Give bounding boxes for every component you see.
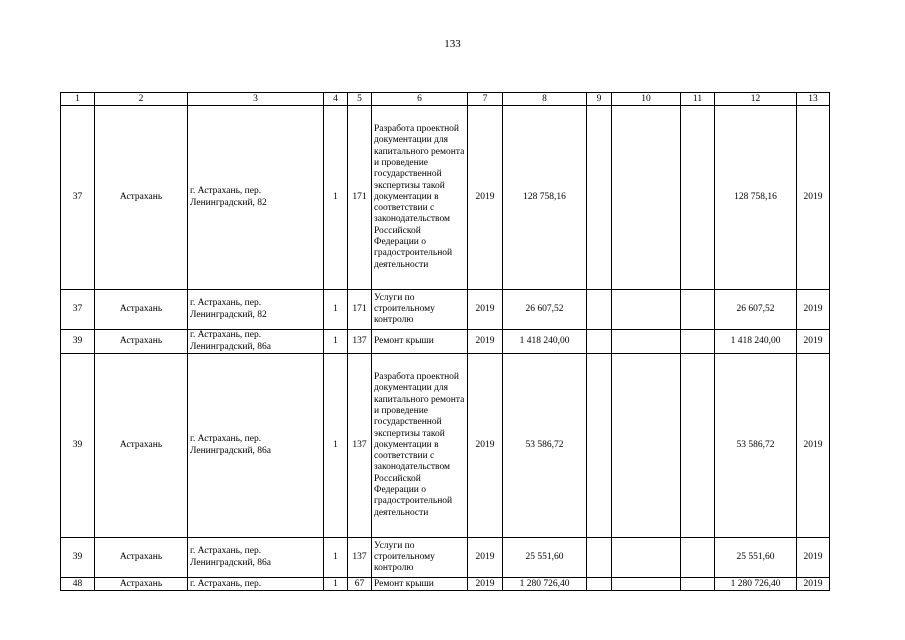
cell-col4: 1 bbox=[324, 538, 348, 578]
header-row bbox=[61, 93, 830, 106]
works-table bbox=[60, 92, 830, 591]
cell-work-type: Услуги по строительному контролю bbox=[372, 538, 468, 578]
cell-end-year: 2019 bbox=[797, 578, 830, 591]
cell-col9 bbox=[587, 106, 612, 290]
cell-end-year: 2019 bbox=[797, 290, 830, 330]
cell-address: г. Астрахань, пер. Ленинградский, 82 bbox=[188, 106, 324, 290]
cell-work-type: Ремонт крыши bbox=[372, 578, 468, 591]
cell-year: 2019 bbox=[468, 354, 503, 538]
cell-col5: 137 bbox=[348, 354, 372, 538]
cell-work-type: Разработа проектной документации для капитального ремонта и проведение государственной экспертизы такой документации в соответствии с законодательством Российской Федерации о градостроительной деятельности bbox=[372, 106, 468, 290]
col-header: 11 bbox=[681, 93, 715, 106]
cell-col11 bbox=[681, 330, 715, 354]
cell-col9 bbox=[587, 538, 612, 578]
cell-col5: 67 bbox=[348, 578, 372, 591]
col-header: 6 bbox=[372, 93, 468, 106]
cell-col5: 137 bbox=[348, 538, 372, 578]
cell-city: Астрахань bbox=[95, 290, 188, 330]
table-row bbox=[61, 578, 830, 591]
cell-row-number: 39 bbox=[61, 330, 95, 354]
cell-col9 bbox=[587, 290, 612, 330]
cell-total: 1 280 726,40 bbox=[715, 578, 797, 591]
cell-col10 bbox=[612, 578, 681, 591]
cell-amount: 26 607,52 bbox=[503, 290, 587, 330]
table-row bbox=[61, 538, 830, 578]
table-row bbox=[61, 290, 830, 330]
cell-col10 bbox=[612, 106, 681, 290]
cell-city: Астрахань bbox=[95, 330, 188, 354]
cell-col11 bbox=[681, 578, 715, 591]
table-row bbox=[61, 354, 830, 538]
cell-col4: 1 bbox=[324, 330, 348, 354]
col-header: 12 bbox=[715, 93, 797, 106]
cell-col10 bbox=[612, 354, 681, 538]
cell-col10 bbox=[612, 290, 681, 330]
cell-col10 bbox=[612, 330, 681, 354]
cell-col10 bbox=[612, 538, 681, 578]
cell-row-number: 48 bbox=[61, 578, 95, 591]
cell-end-year: 2019 bbox=[797, 106, 830, 290]
cell-amount: 128 758,16 bbox=[503, 106, 587, 290]
cell-end-year: 2019 bbox=[797, 330, 830, 354]
col-header: 5 bbox=[348, 93, 372, 106]
col-header: 9 bbox=[587, 93, 612, 106]
cell-col11 bbox=[681, 290, 715, 330]
cell-city: Астрахань bbox=[95, 578, 188, 591]
cell-col11 bbox=[681, 538, 715, 578]
cell-col4: 1 bbox=[324, 290, 348, 330]
cell-city: Астрахань bbox=[95, 106, 188, 290]
cell-row-number: 39 bbox=[61, 354, 95, 538]
cell-year: 2019 bbox=[468, 578, 503, 591]
page-number: 133 bbox=[444, 38, 461, 50]
col-header: 8 bbox=[503, 93, 587, 106]
col-header: 2 bbox=[95, 93, 188, 106]
cell-total: 53 586,72 bbox=[715, 354, 797, 538]
cell-total: 26 607,52 bbox=[715, 290, 797, 330]
cell-address: г. Астрахань, пер. Ленинградский, 82 bbox=[188, 290, 324, 330]
cell-end-year: 2019 bbox=[797, 354, 830, 538]
cell-col9 bbox=[587, 578, 612, 591]
cell-work-type: Разработа проектной документации для капитального ремонта и проведение государственной экспертизы такой документации в соответствии с законодательством Российской Федерации о градостроительной деятельности bbox=[372, 354, 468, 538]
cell-year: 2019 bbox=[468, 290, 503, 330]
col-header: 7 bbox=[468, 93, 503, 106]
cell-col4: 1 bbox=[324, 578, 348, 591]
cell-address: г. Астрахань, пер. Ленинградский, 86а bbox=[188, 538, 324, 578]
cell-col5: 137 bbox=[348, 330, 372, 354]
cell-row-number: 37 bbox=[61, 290, 95, 330]
cell-col9 bbox=[587, 354, 612, 538]
cell-year: 2019 bbox=[468, 330, 503, 354]
cell-row-number: 39 bbox=[61, 538, 95, 578]
col-header: 4 bbox=[324, 93, 348, 106]
cell-work-type: Ремонт крыши bbox=[372, 330, 468, 354]
col-header: 13 bbox=[797, 93, 830, 106]
cell-col5: 171 bbox=[348, 290, 372, 330]
cell-amount: 53 586,72 bbox=[503, 354, 587, 538]
cell-city: Астрахань bbox=[95, 354, 188, 538]
col-header: 1 bbox=[61, 93, 95, 106]
cell-row-number: 37 bbox=[61, 106, 95, 290]
cell-amount: 1 280 726,40 bbox=[503, 578, 587, 591]
cell-year: 2019 bbox=[468, 538, 503, 578]
cell-amount: 1 418 240,00 bbox=[503, 330, 587, 354]
cell-year: 2019 bbox=[468, 106, 503, 290]
cell-col5: 171 bbox=[348, 106, 372, 290]
cell-city: Астрахань bbox=[95, 538, 188, 578]
cell-col11 bbox=[681, 106, 715, 290]
cell-col9 bbox=[587, 330, 612, 354]
cell-col4: 1 bbox=[324, 354, 348, 538]
cell-amount: 25 551,60 bbox=[503, 538, 587, 578]
col-header: 10 bbox=[612, 93, 681, 106]
cell-col4: 1 bbox=[324, 106, 348, 290]
col-header: 3 bbox=[188, 93, 324, 106]
table-row bbox=[61, 330, 830, 354]
cell-total: 1 418 240,00 bbox=[715, 330, 797, 354]
cell-address: г. Астрахань, пер. bbox=[188, 578, 324, 591]
cell-address: г. Астрахань, пер. Ленинградский, 86а bbox=[188, 354, 324, 538]
cell-work-type: Услуги по строительному контролю bbox=[372, 290, 468, 330]
cell-col11 bbox=[681, 354, 715, 538]
cell-total: 25 551,60 bbox=[715, 538, 797, 578]
cell-total: 128 758,16 bbox=[715, 106, 797, 290]
table-row bbox=[61, 106, 830, 290]
cell-end-year: 2019 bbox=[797, 538, 830, 578]
cell-address: г. Астрахань, пер. Ленинградский, 86а bbox=[188, 330, 324, 354]
